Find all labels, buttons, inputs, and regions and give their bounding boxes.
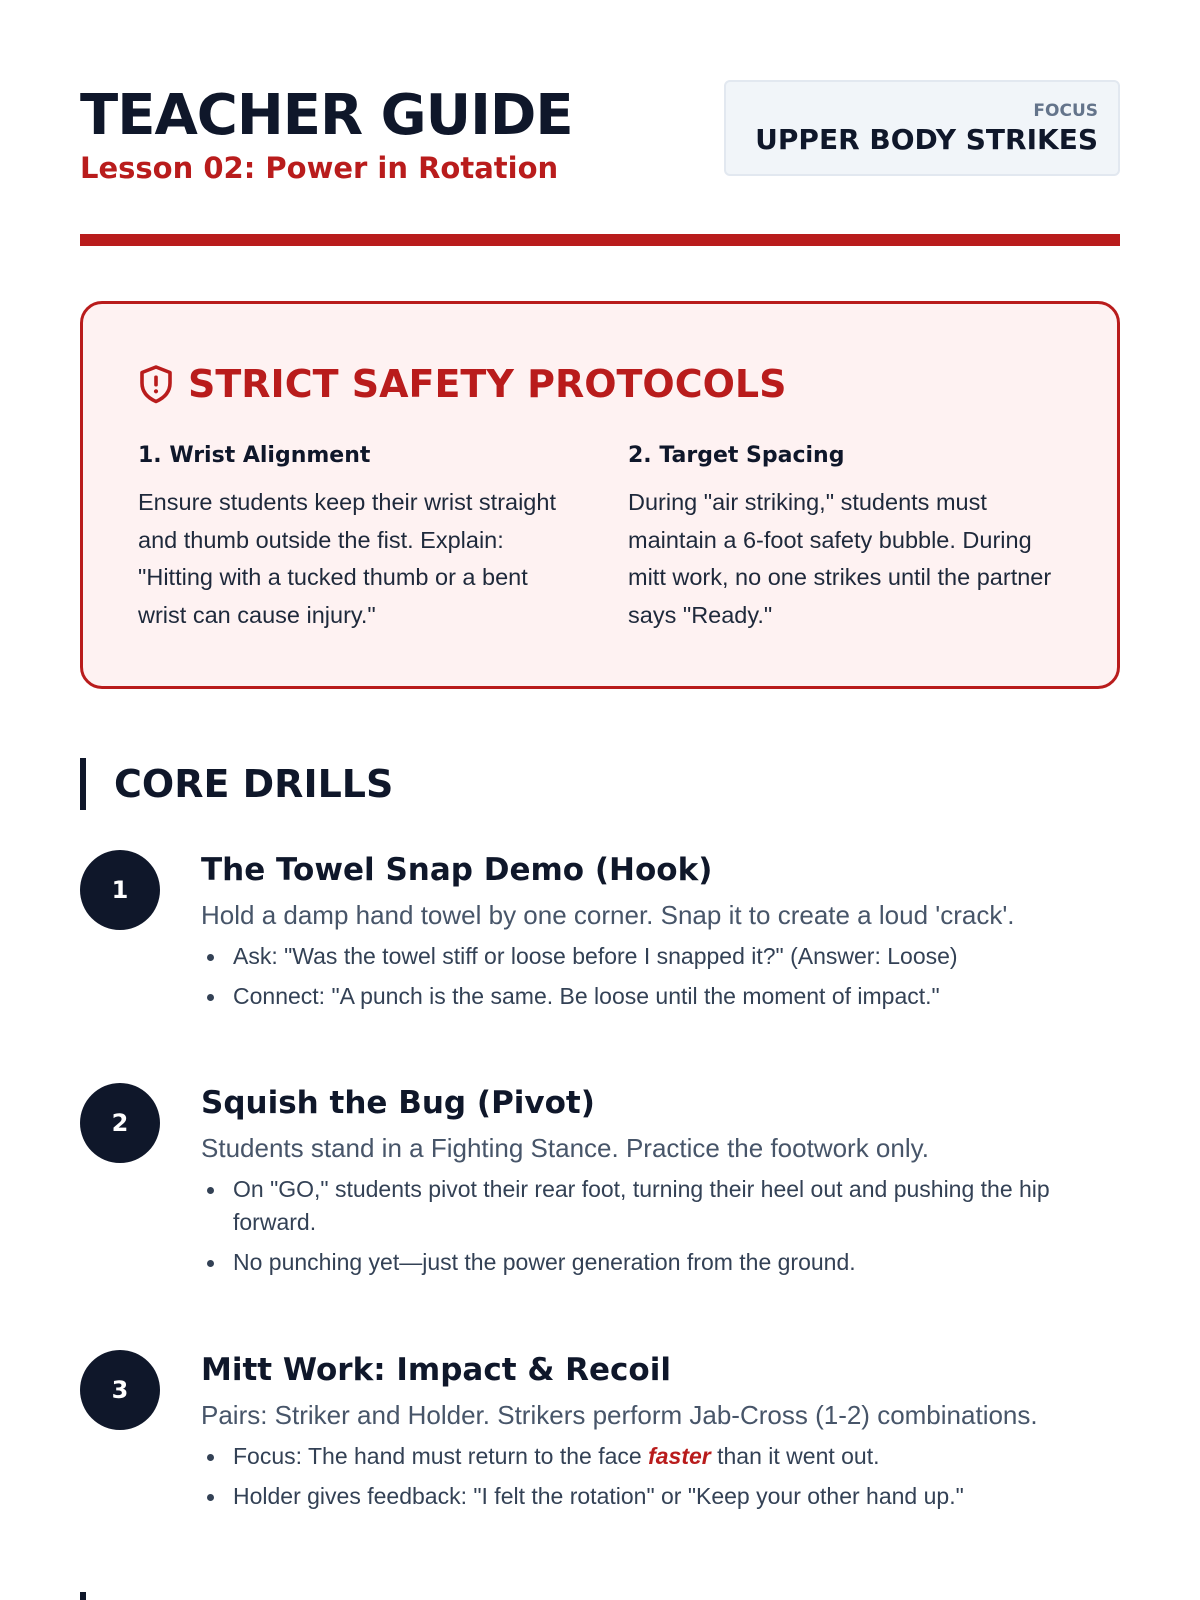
drill-description: Hold a damp hand towel by one corner. Snap it to create a loud 'crack'. <box>201 900 1015 930</box>
drill-number-badge: 2 <box>80 1083 160 1163</box>
drill-title: The Towel Snap Demo (Hook) <box>201 852 713 888</box>
safety-rule-spacing <box>628 442 1068 634</box>
focus-label: FOCUS <box>1033 101 1098 121</box>
drill-body <box>201 850 1120 1020</box>
drill-description: Pairs: Striker and Holder. Strikers perform Jab-Cross (1-2) combinations. <box>201 1400 1038 1430</box>
page-title: TEACHER GUIDE <box>80 83 573 148</box>
drill-points <box>201 1173 1120 1279</box>
drill-number-badge: 1 <box>80 850 160 930</box>
header-divider <box>80 234 1120 246</box>
safety-rule-text: During "air striking," students must maintain a 6-foot safety bubble. During mitt work, no one strikes until the partner says "Ready." <box>628 489 1052 628</box>
safety-rule-title: 2. Target Spacing <box>628 443 845 468</box>
safety-heading <box>138 360 787 408</box>
point-text-after: than it went out. <box>710 1443 880 1469</box>
section-title: CORE DRILLS <box>114 762 394 806</box>
shield-alert-icon <box>138 364 174 404</box>
drill-title: Squish the Bug (Pivot) <box>201 1085 595 1121</box>
focus-value: UPPER BODY STRIKES <box>755 123 1098 156</box>
drill-points <box>201 940 1120 1013</box>
focus-badge <box>724 80 1120 176</box>
safety-rule-wrist <box>138 442 578 634</box>
safety-title: STRICT SAFETY PROTOCOLS <box>188 362 787 406</box>
point-emphasis: faster <box>648 1443 711 1469</box>
drill-description: Students stand in a Fighting Stance. Practice the footwork only. <box>201 1133 929 1163</box>
safety-rule-title: 1. Wrist Alignment <box>138 443 371 468</box>
list-item: Ask: "Was the towel stiff or loose before I snapped it?" (Answer: Loose) <box>233 940 1120 973</box>
teacher-guide-page <box>80 0 1120 1600</box>
drill-points <box>201 1440 1120 1513</box>
lesson-subtitle: Lesson 02: Power in Rotation <box>80 151 559 185</box>
list-item: Connect: "A punch is the same. Be loose until the moment of impact." <box>233 980 1120 1013</box>
next-section-accent-bar <box>80 1592 86 1600</box>
drill-title: Mitt Work: Impact & Recoil <box>201 1352 671 1388</box>
list-item: Holder gives feedback: "I felt the rotation" or "Keep your other hand up." <box>233 1480 1120 1513</box>
list-item: No punching yet—just the power generation from the ground. <box>233 1246 1120 1279</box>
drill-body <box>201 1350 1120 1520</box>
section-accent-bar <box>80 758 86 810</box>
point-text-before: Focus: The hand must return to the face <box>233 1443 649 1469</box>
drill-number-badge: 3 <box>80 1350 160 1430</box>
page-header <box>80 80 1120 190</box>
list-item: On "GO," students pivot their rear foot, turning their heel out and pushing the hip forward. <box>233 1173 1120 1239</box>
list-item <box>233 1440 1120 1473</box>
core-drills-heading <box>80 758 1120 810</box>
safety-protocols-box <box>80 301 1120 689</box>
drill-body <box>201 1083 1120 1286</box>
safety-rule-text: Ensure students keep their wrist straight and thumb outside the fist. Explain: "Hitting with a tucked thumb or a bent wrist can cause injury." <box>138 489 556 628</box>
